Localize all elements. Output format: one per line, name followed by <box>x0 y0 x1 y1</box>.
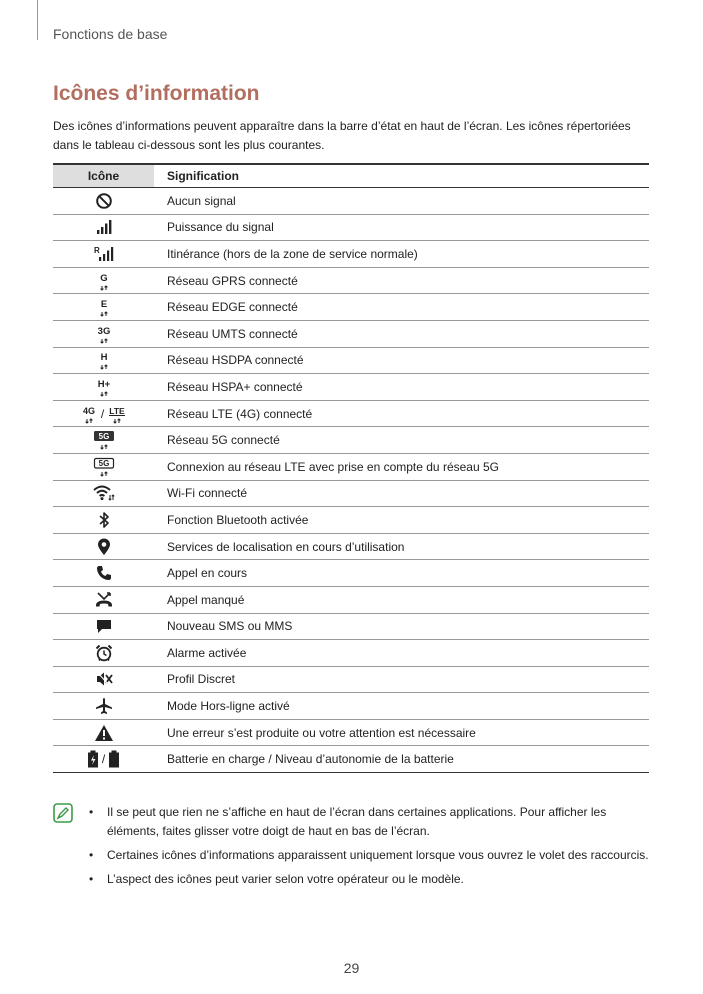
meaning-cell: Services de localisation en cours d’utilisation <box>154 533 649 560</box>
call-icon <box>53 560 154 587</box>
table-row <box>53 294 649 321</box>
meaning-cell: Appel en cours <box>154 560 649 587</box>
svg-text:H: H <box>100 352 107 364</box>
meaning-cell: Réseau LTE (4G) connecté <box>154 400 649 427</box>
meaning-cell: Batterie en charge / Niveau d’autonomie de la batterie <box>167 752 454 767</box>
meaning-cell: Fonction Bluetooth activée <box>154 507 649 534</box>
table-row <box>53 320 649 347</box>
table-row <box>53 586 649 613</box>
icon-separator: / <box>101 752 106 767</box>
meaning-cell: Profil Discret <box>154 666 649 693</box>
table-row <box>53 374 649 401</box>
table-row <box>53 347 649 374</box>
bluetooth-icon <box>53 507 154 534</box>
missed-call-icon <box>53 586 154 613</box>
meaning-cell: Aucun signal <box>154 188 649 215</box>
notes-block <box>53 803 653 894</box>
hsdpa-icon <box>53 347 154 374</box>
meaning-cell: Connexion au réseau LTE avec prise en compte du réseau 5G <box>154 453 649 480</box>
svg-text:5G: 5G <box>98 432 109 442</box>
bullet: • <box>89 848 94 862</box>
location-icon <box>53 533 154 560</box>
section-title: Fonctions de base <box>53 26 168 42</box>
meaning-cell: Réseau EDGE connecté <box>154 294 649 321</box>
mute-icon <box>53 666 154 693</box>
alarm-icon <box>53 640 154 667</box>
svg-text:5G: 5G <box>98 458 109 468</box>
table-row <box>53 214 649 241</box>
bullet: • <box>89 872 94 886</box>
meaning-cell: Réseau 5G connecté <box>154 427 649 454</box>
svg-text:4G: 4G <box>82 405 95 416</box>
table-row <box>53 746 649 773</box>
no-signal-icon <box>53 188 154 215</box>
note-item <box>89 803 653 841</box>
table-row <box>53 480 649 507</box>
page-number: 29 <box>343 960 360 976</box>
table-row <box>53 453 649 480</box>
meaning-cell: Une erreur s’est produite ou votre attention est nécessaire <box>154 719 649 746</box>
table-row <box>53 560 649 587</box>
table-header-row <box>53 164 649 188</box>
table-row <box>53 241 649 268</box>
battery-icon <box>53 746 154 773</box>
meaning-cell: Alarme activée <box>154 640 649 667</box>
table-row <box>53 533 649 560</box>
gprs-icon <box>53 267 154 294</box>
wifi-icon <box>53 480 154 507</box>
note-item <box>89 870 653 889</box>
page-title: Icônes d’information <box>53 82 260 105</box>
umts-icon <box>53 320 154 347</box>
svg-text:G: G <box>99 272 108 284</box>
airplane-icon <box>53 693 154 720</box>
meaning-cell: Réseau HSPA+ connecté <box>154 374 649 401</box>
meaning-cell: Puissance du signal <box>154 214 649 241</box>
meaning-cell: Wi-Fi connecté <box>154 480 649 507</box>
signal-strength-icon <box>53 214 154 241</box>
lte-5g-icon <box>53 453 154 480</box>
lte-4g-icon <box>53 400 154 427</box>
table-row <box>53 188 649 215</box>
note-item <box>89 846 653 865</box>
note-text: L’aspect des icônes peut varier selon votre opérateur ou le modèle. <box>107 872 464 886</box>
meaning-cell: Itinérance (hors de la zone de service normale) <box>154 241 649 268</box>
meaning-cell: Appel manqué <box>154 586 649 613</box>
note-text: Certaines icônes d’informations apparaissent uniquement lorsque vous ouvrez le volet des raccourcis. <box>107 848 649 862</box>
bullet: • <box>89 805 94 819</box>
svg-text:3G: 3G <box>97 325 110 337</box>
note-icon <box>53 803 73 828</box>
meaning-cell: Mode Hors-ligne activé <box>154 693 649 720</box>
header-divider <box>37 0 38 40</box>
note-text: Il se peut que rien ne s’affiche en haut de l’écran dans certaines applications. Pour afficher les éléments, faites glisser votre doigt de haut en bas de l’écran. <box>107 805 607 838</box>
table-row <box>53 427 649 454</box>
meaning-column-header: Signification <box>154 164 649 188</box>
table-row <box>53 666 649 693</box>
hspa-plus-icon <box>53 374 154 401</box>
table-row <box>53 267 649 294</box>
meaning-cell: Réseau HSDPA connecté <box>154 347 649 374</box>
intro-text: Des icônes d’informations peuvent apparaître dans la barre d’état en haut de l’écran. Les icônes répertoriées dans le tableau ci-dessous sont les plus courantes. <box>53 119 631 152</box>
svg-text:LTE: LTE <box>109 405 125 416</box>
table-row <box>53 400 649 427</box>
table-row <box>53 640 649 667</box>
roaming-icon <box>53 241 154 268</box>
meaning-cell: Réseau GPRS connecté <box>154 267 649 294</box>
svg-text:R: R <box>93 245 100 255</box>
icon-column-header: Icône <box>53 164 154 188</box>
table-row <box>53 719 649 746</box>
notes-list <box>53 803 653 889</box>
icon-separator: / <box>100 406 105 421</box>
message-icon <box>53 613 154 640</box>
svg-text:H+: H+ <box>97 378 110 390</box>
meaning-cell: Nouveau SMS ou MMS <box>154 613 649 640</box>
table-row <box>53 507 649 534</box>
table-row <box>53 613 649 640</box>
icons-table <box>53 163 649 773</box>
5g-icon <box>53 427 154 454</box>
edge-icon <box>53 294 154 321</box>
svg-text:E: E <box>100 299 107 311</box>
warning-icon <box>53 719 154 746</box>
meaning-cell: Réseau UMTS connecté <box>154 320 649 347</box>
table-row <box>53 693 649 720</box>
